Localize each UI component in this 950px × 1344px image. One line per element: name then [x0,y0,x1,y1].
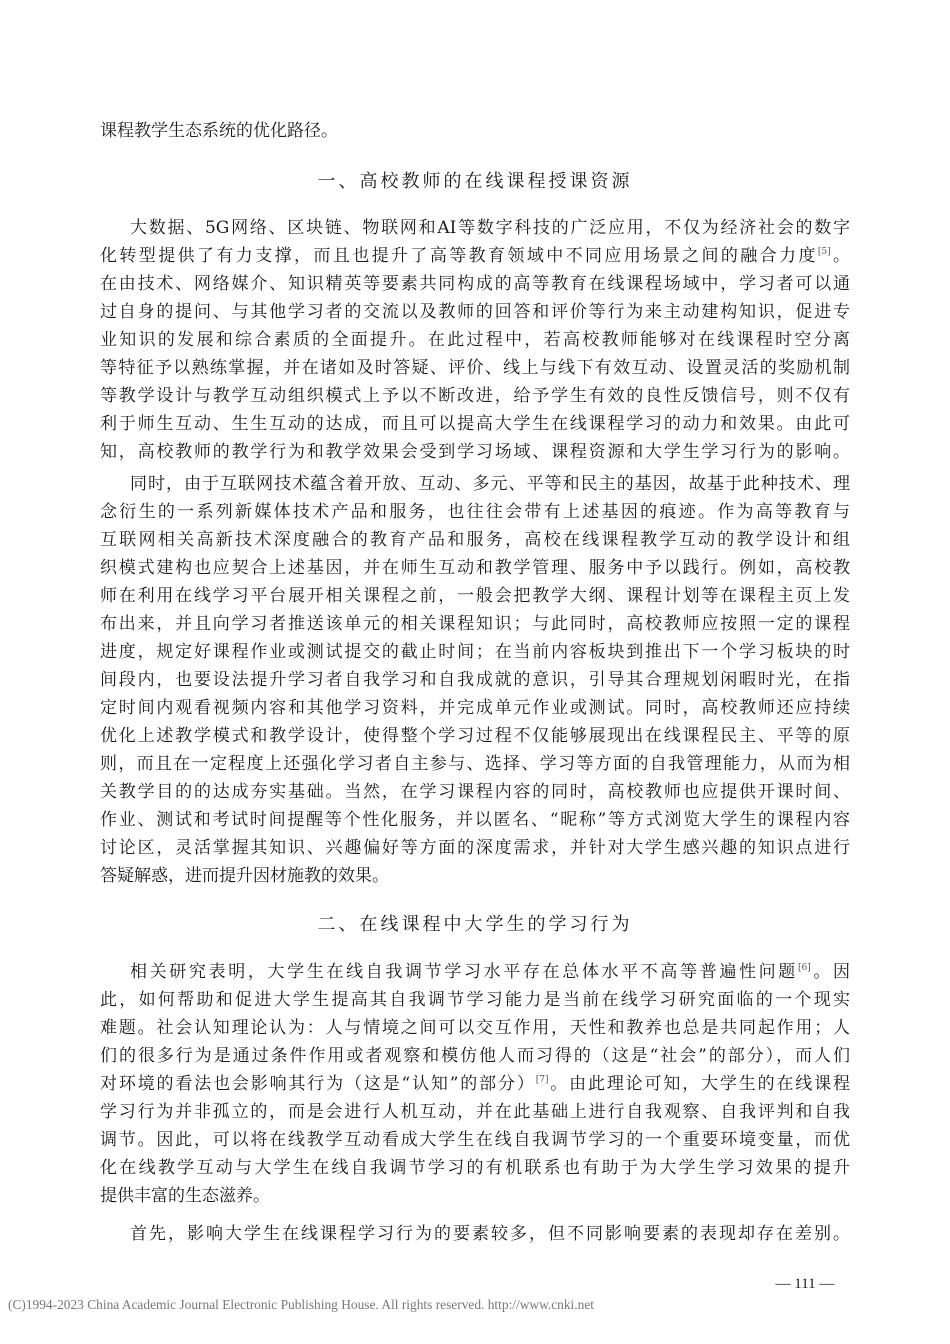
text-line: 学习行为并非孤立的，而是会进行人机互动，并在此基础上进行自我观察、自我评判和自我 [100,1102,850,1122]
text-line: 答疑解惑，进而提升因材施教的效果。 [100,866,389,886]
citation-ref: [6] [797,963,811,973]
text-line: 优化上述教学模式和教学设计，使得整个学习过程不仅能够展现出在线课程民主、平等的原 [100,726,850,746]
text-line: 利于师生互动、生生互动的达成，而且可以提高大学生在线课程学习的动力和效果。由此可 [100,414,850,434]
text-line: 定时间内观看视频内容和其他学习资料，并完成单元作业或测试。同时，高校教师还应持续 [100,698,850,718]
text-line: 难题。社会认知理论认为：人与情境之间可以交互作用，天性和教养也总是共同起作用；人 [100,1018,850,1038]
intro-line: 课程教学生态系统的优化路径。 [100,121,338,141]
text-line: 间段内，也要设法提升学习者自我学习和自我成就的意识，引导其合理规划闲暇时光，在指 [100,670,850,690]
text-line [100,242,850,270]
text-line [130,958,850,986]
text-run: 。由此理论可知，大学生的在线课程 [548,1074,850,1094]
text-line [100,1070,850,1098]
text-line: 知，高校教师的教学行为和教学效果会受到学习场域、课程资源和大学生学习行为的影响。 [100,442,850,462]
text-line: 业知识的发展和综合素质的全面提升。在此过程中，若高校教师能够对在线课程时空分离 [100,330,850,350]
text-line: 此，如何帮助和促进大学生提高其自我调节学习能力是当前在线学习研究面临的一个现实 [100,990,850,1010]
copyright-footer: (C)1994-2023 China Academic Journal Electronic Publishing House. All rights reserved. http://www.cnki.net [8,1297,594,1312]
text-run: 对环境的看法也会影响其行为（这是“认知”的部分） [100,1074,536,1094]
text-run: 。因 [810,962,851,982]
text-line: 等教学设计与教学互动组织模式上予以不断改进，给予学生有效的良性反馈信号，则不仅有 [100,386,850,406]
text-run: 相关研究表明，大学生在线自我调节学习水平存在总体水平不高等普遍性问题 [130,962,798,982]
text-line: 调节。因此，可以将在线教学互动看成大学生在线自我调节学习的一个重要环境变量，而优 [100,1130,850,1150]
text-run: 化转型提供了有力支撑，而且也提升了高等教育领域中不同应用场景之间的融合力度 [100,246,818,266]
text-line: 进度，规定好课程作业或测试提交的截止时间；在当前内容板块到推出下一个学习板块的时 [100,642,850,662]
text-line: 讨论区，灵活掌握其知识、兴趣偏好等方面的深度需求，并针对大学生感兴趣的知识点进行 [100,838,850,858]
text-line: 布出来，并且向学习者推送该单元的相关课程知识；与此同时，高校教师应按照一定的课程 [100,614,850,634]
text-line: 过自身的提问、与其他学习者的交流以及教师的回答和评价等行为来主动建构知识，促进专 [100,302,850,322]
section-heading-1: 一、高校教师的在线课程授课资源 [317,171,633,192]
text-line: 作业、测试和考试时间提醒等个性化服务，并以匿名、“昵称”等方式浏览大学生的课程内容 [100,810,850,830]
text-line: 首先，影响大学生在线课程学习行为的要素较多，但不同影响要素的表现却存在差别。 [130,1224,850,1244]
text-line: 关教学目的的达成夯实基础。当然，在学习课程内容的同时，高校教师也应提供开课时间、 [100,782,850,802]
text-line: 在由技术、网络媒介、知识精英等要素共同构成的高等教育在线课程场域中，学习者可以通 [100,274,850,294]
text-line: 提供丰富的生态滋养。 [100,1186,270,1206]
text-line: 互联网相关高新技术深度融合的教育产品和服务，高校在线课程教学互动的教学设计和组 [100,530,850,550]
text-line: 化在线教学互动与大学生在线自我调节学习的有机联系也有助于为大学生学习效果的提升 [100,1158,850,1178]
text-line: 念衍生的一系列新媒体技术产品和服务，也往往会带有上述基因的痕迹。作为高等教育与 [100,502,850,522]
page-number: — 111 — [775,1276,835,1292]
section-heading-2: 二、在线课程中大学生的学习行为 [317,914,633,935]
text-line: 们的很多行为是通过条件作用或者观察和模仿他人而习得的（这是“社会”的部分），而人们 [100,1046,850,1066]
citation-ref: [5] [817,247,831,257]
text-line: 则，而且在一定程度上还强化学习者自主参与、选择、学习等方面的自我管理能力，从而为相 [100,754,850,774]
text-line: 大数据、5G网络、区块链、物联网和AI等数字科技的广泛应用，不仅为经济社会的数字 [130,218,850,238]
text-line: 师在利用在线学习平台展开相关课程之前，一般会把教学大纲、课程计划等在课程主页上发 [100,586,850,606]
text-run: 。 [830,246,851,266]
citation-ref: [7] [535,1075,549,1085]
text-line: 等特征予以熟练掌握，并在诸如及时答疑、评价、线上与线下有效互动、设置灵活的奖励机制 [100,358,850,378]
text-line: 织模式建构也应契合上述基因，并在师生互动和教学管理、服务中予以践行。例如，高校教 [100,558,850,578]
text-line: 同时，由于互联网技术蕴含着开放、互动、多元、平等和民主的基因，故基于此种技术、理 [130,474,850,494]
